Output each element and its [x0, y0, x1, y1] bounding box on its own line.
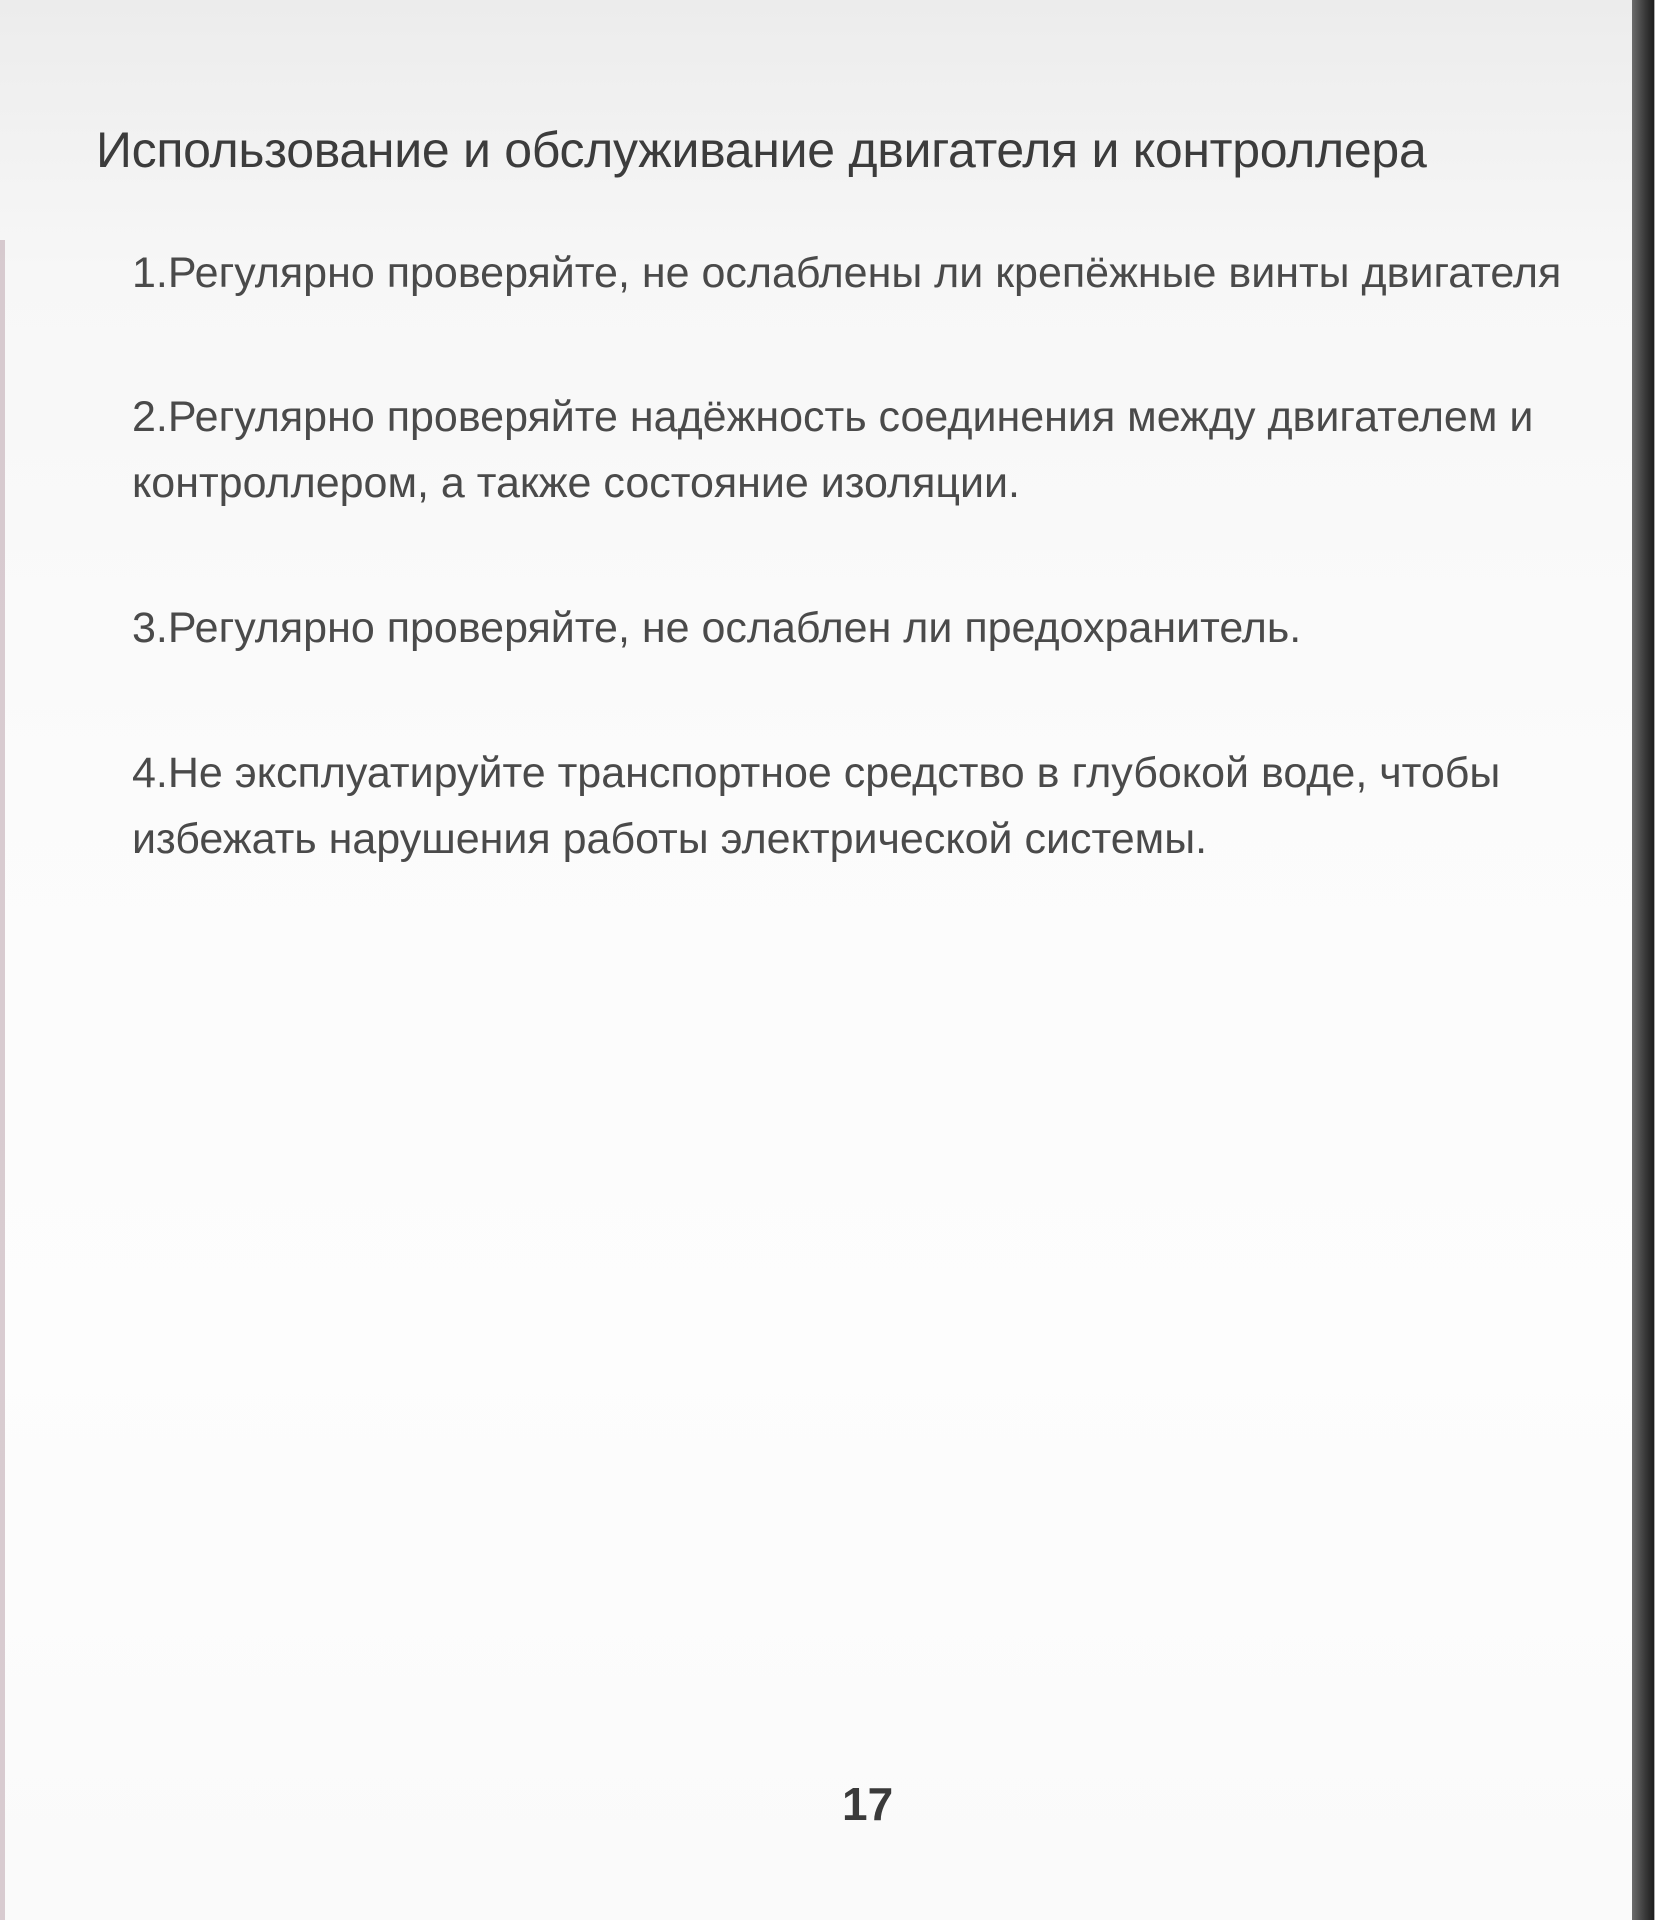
list-item-4-line-2: избежать нарушения работы электрической системы. — [132, 815, 1208, 863]
list-item-2 — [132, 384, 1632, 516]
list-item-2-line-1: 2.Регулярно проверяйте надёжность соединения между двигателем и — [132, 393, 1534, 441]
list-item-3-line-1: 3.Регулярно проверяйте, не ослаблен ли предохранитель. — [132, 604, 1302, 652]
page-number: 17 — [842, 1778, 894, 1830]
list-item-2-line-2: контроллером, а также состояние изоляции. — [132, 459, 1020, 507]
page-title: Использование и обслуживание двигателя и контроллера — [96, 122, 1427, 178]
list-item-3 — [132, 595, 1301, 661]
list-item-1 — [132, 240, 1632, 306]
list-item-4 — [132, 740, 1500, 872]
page-edge-shadow — [1632, 0, 1669, 1920]
list-item-1-line-1: 1.Регулярно проверяйте, не ослаблены ли крепёжные винты двигателя — [132, 249, 1562, 297]
list-item-4-line-1: 4.Не эксплуатируйте транспортное средство в глубокой воде, чтобы — [132, 749, 1501, 797]
